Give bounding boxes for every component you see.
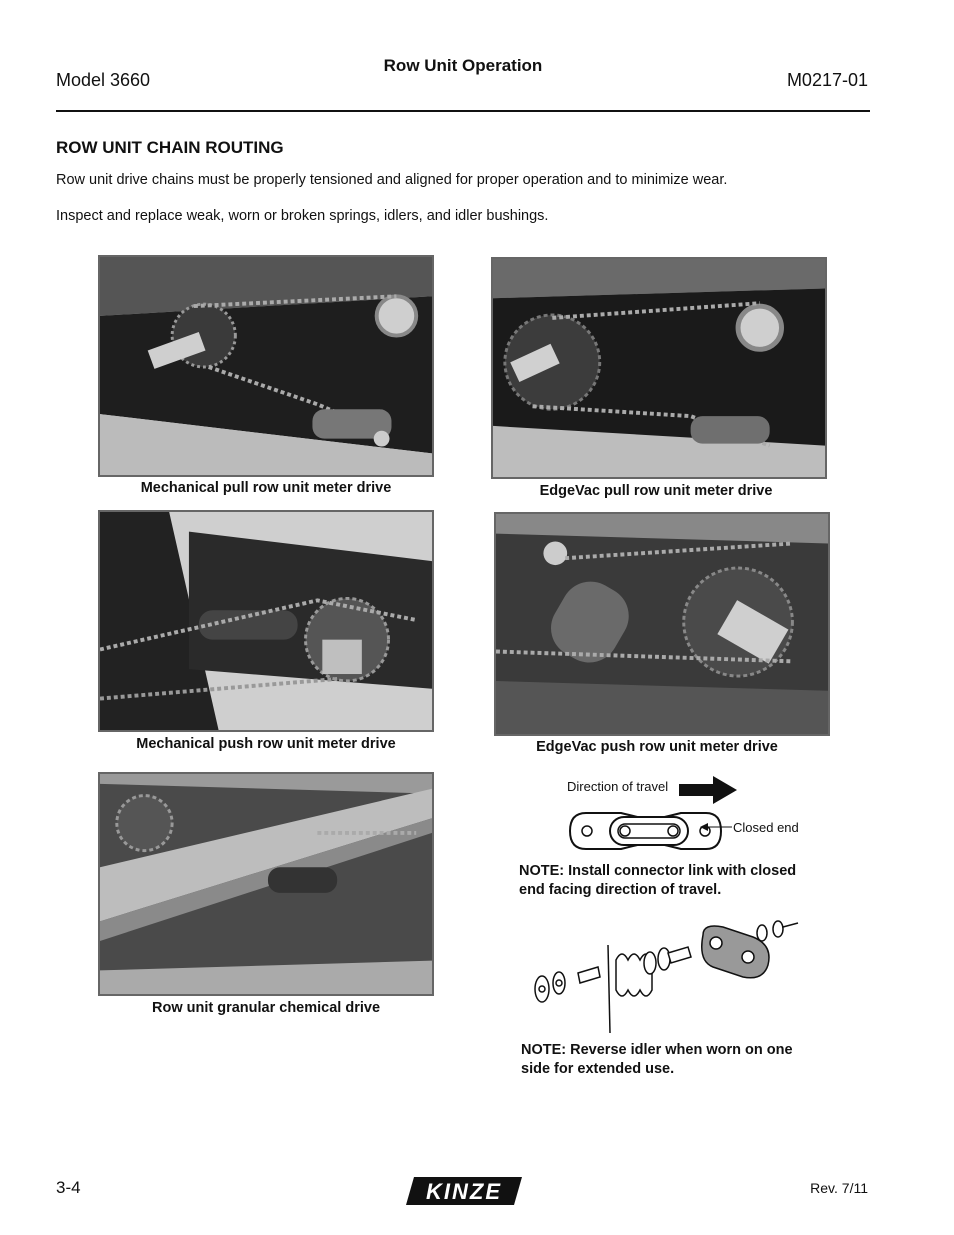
- note-reverse-idler: NOTE: Reverse idler when worn on one side for extended use.: [521, 1042, 793, 1077]
- page-number: 3-4: [56, 1178, 81, 1197]
- photo-mechanical-push: [98, 510, 434, 732]
- caption-edgevac-pull: EdgeVac pull row unit meter drive: [539, 483, 773, 499]
- kinze-logo: [404, 1175, 524, 1207]
- caption-edgevac-push: EdgeVac push row unit meter drive: [536, 739, 778, 755]
- photo-edgevac-pull: [491, 257, 827, 479]
- idler-exploded-diagram: [528, 915, 800, 1035]
- photo-edgevac-push: [494, 512, 830, 736]
- section-title: ROW UNIT CHAIN ROUTING: [56, 138, 284, 157]
- caption-granular-drive: Row unit granular chemical drive: [151, 1000, 381, 1016]
- direction-arrow-icon: [679, 776, 737, 804]
- caption-mechanical-pull: Mechanical pull row unit meter drive: [140, 480, 392, 496]
- note-connector-link: NOTE: Install connector link with closed end facing direction of travel.: [519, 863, 797, 898]
- photo-granular-drive: [98, 772, 434, 996]
- caption-mechanical-push: Mechanical push row unit meter drive: [136, 736, 396, 752]
- model-label: Model 3660: [56, 70, 151, 90]
- svg-text:KINZE: KINZE: [426, 1179, 502, 1204]
- paragraph-inspect: Inspect and replace weak, worn or broken springs, idlers, and idler bushings.: [56, 208, 549, 224]
- doc-number: M0217-01: [786, 70, 868, 90]
- photo-mechanical-pull: [98, 255, 434, 477]
- revision-label: Rev. 7/11: [810, 1180, 868, 1196]
- closed-end-label: Closed end: [733, 820, 799, 835]
- header-rule: [56, 110, 870, 112]
- closed-end-pointer-icon: [700, 820, 734, 834]
- paragraph-tension: Row unit drive chains must be properly tensioned and aligned for proper operation and to minimize wear.: [56, 172, 728, 188]
- page-title: Row Unit Operation: [383, 56, 543, 75]
- direction-label: Direction of travel: [567, 779, 669, 794]
